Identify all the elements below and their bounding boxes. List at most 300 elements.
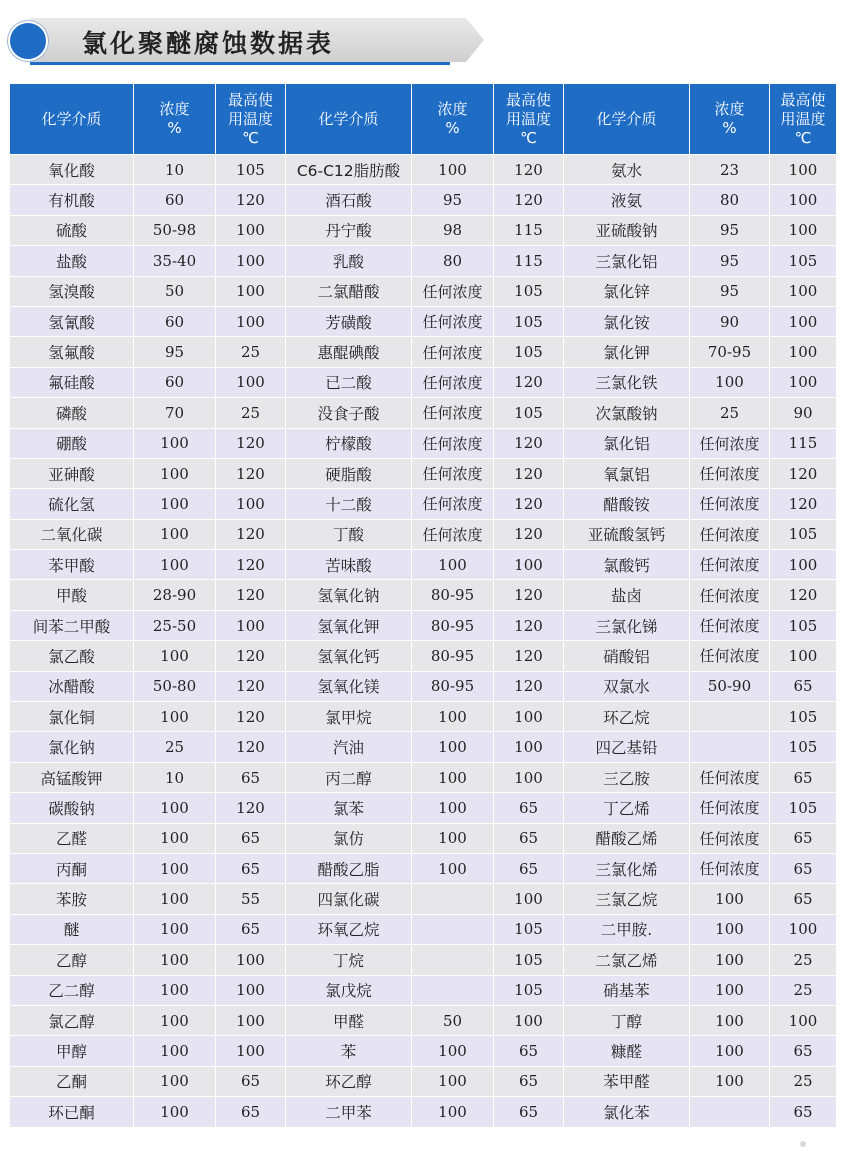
medium-cell: 氯戊烷 [286, 975, 412, 1005]
concentration-cell: 任何浓度 [690, 823, 770, 853]
medium-cell: 硫化氢 [10, 489, 134, 519]
medium-cell: 环乙醇 [286, 1066, 412, 1096]
medium-cell: 冰醋酸 [10, 671, 134, 701]
medium-cell: 醚 [10, 914, 134, 944]
medium-cell: 苯 [286, 1036, 412, 1066]
max-temp-cell: 120 [494, 458, 564, 488]
medium-cell: 氢氧化钾 [286, 610, 412, 640]
max-temp-cell: 100 [494, 732, 564, 762]
max-temp-cell: 105 [494, 945, 564, 975]
concentration-cell: 任何浓度 [690, 550, 770, 580]
table-row [10, 702, 837, 732]
medium-cell: 氯苯 [286, 793, 412, 823]
medium-cell: 苯甲酸 [10, 550, 134, 580]
max-temp-cell: 120 [216, 641, 286, 671]
medium-cell: 氯乙醇 [10, 1005, 134, 1035]
max-temp-cell: 120 [494, 428, 564, 458]
max-temp-cell: 120 [216, 428, 286, 458]
table-row [10, 580, 837, 610]
concentration-cell: 95 [690, 215, 770, 245]
max-temp-cell: 65 [770, 1097, 837, 1127]
medium-cell: 硝酸铝 [564, 641, 690, 671]
concentration-cell: 100 [134, 1066, 216, 1096]
concentration-cell: 98 [412, 215, 494, 245]
table-row [10, 1005, 837, 1035]
medium-cell: 醋酸乙脂 [286, 853, 412, 883]
medium-cell: 氯化铵 [564, 306, 690, 336]
max-temp-cell: 120 [216, 671, 286, 701]
table-row [10, 185, 837, 215]
concentration-cell: 100 [412, 1036, 494, 1066]
max-temp-cell: 120 [216, 550, 286, 580]
medium-cell: 环氧乙烷 [286, 914, 412, 944]
concentration-cell: 25 [690, 398, 770, 428]
max-temp-cell: 100 [216, 945, 286, 975]
concentration-cell: 100 [690, 1005, 770, 1035]
medium-cell: 有机酸 [10, 185, 134, 215]
concentration-cell: 任何浓度 [412, 428, 494, 458]
medium-cell: 氢氧化钠 [286, 580, 412, 610]
table-row [10, 884, 837, 914]
medium-cell: 三氯乙烷 [564, 884, 690, 914]
medium-cell: 碳酸钠 [10, 793, 134, 823]
max-temp-cell: 105 [770, 246, 837, 276]
medium-cell: 三乙胺 [564, 762, 690, 792]
max-temp-cell: 100 [770, 641, 837, 671]
table-row [10, 367, 837, 397]
medium-cell: 氯仿 [286, 823, 412, 853]
table-row [10, 732, 837, 762]
concentration-cell: 95 [412, 185, 494, 215]
medium-cell: 氯化苯 [564, 1097, 690, 1127]
table-row [10, 641, 837, 671]
max-temp-cell: 105 [770, 610, 837, 640]
column-header: 最高使 用温度 ℃ [216, 84, 286, 155]
max-temp-cell: 120 [494, 367, 564, 397]
max-temp-cell: 105 [770, 702, 837, 732]
max-temp-cell: 65 [770, 762, 837, 792]
medium-cell: 氯乙酸 [10, 641, 134, 671]
table-row [10, 975, 837, 1005]
max-temp-cell: 65 [770, 823, 837, 853]
concentration-cell [690, 1097, 770, 1127]
max-temp-cell: 120 [494, 580, 564, 610]
medium-cell: 柠檬酸 [286, 428, 412, 458]
concentration-cell: 100 [134, 489, 216, 519]
max-temp-cell: 115 [770, 428, 837, 458]
max-temp-cell: 65 [494, 823, 564, 853]
column-header: 化学介质 [286, 84, 412, 155]
medium-cell: 氢溴酸 [10, 276, 134, 306]
max-temp-cell: 105 [494, 914, 564, 944]
max-temp-cell: 100 [770, 276, 837, 306]
max-temp-cell: 100 [770, 1005, 837, 1035]
concentration-cell: 10 [134, 762, 216, 792]
max-temp-cell: 120 [216, 580, 286, 610]
concentration-cell: 100 [134, 884, 216, 914]
concentration-cell: 100 [134, 550, 216, 580]
max-temp-cell: 65 [216, 823, 286, 853]
concentration-cell: 50-90 [690, 671, 770, 701]
page-title: 氯化聚醚腐蚀数据表 [82, 29, 335, 58]
medium-cell: 磷酸 [10, 398, 134, 428]
medium-cell: 丁酸 [286, 519, 412, 549]
medium-cell: 糠醛 [564, 1036, 690, 1066]
medium-cell: 硝基苯 [564, 975, 690, 1005]
medium-cell: 乙醛 [10, 823, 134, 853]
max-temp-cell: 65 [216, 914, 286, 944]
medium-cell: 氯化钾 [564, 337, 690, 367]
medium-cell: 氯化锌 [564, 276, 690, 306]
concentration-cell [412, 914, 494, 944]
concentration-cell: 任何浓度 [690, 793, 770, 823]
concentration-cell: 60 [134, 306, 216, 336]
max-temp-cell: 120 [494, 185, 564, 215]
medium-cell: 酒石酸 [286, 185, 412, 215]
table-row [10, 246, 837, 276]
max-temp-cell: 120 [216, 732, 286, 762]
column-header: 化学介质 [10, 84, 134, 155]
max-temp-cell: 120 [216, 702, 286, 732]
column-header: 浓度 % [412, 84, 494, 155]
concentration-cell: 10 [134, 155, 216, 185]
medium-cell: 乙醇 [10, 945, 134, 975]
max-temp-cell: 25 [770, 945, 837, 975]
table-row [10, 1097, 837, 1127]
medium-cell: 氯化铝 [564, 428, 690, 458]
medium-cell: 已二酸 [286, 367, 412, 397]
max-temp-cell: 105 [216, 155, 286, 185]
medium-cell: 丁乙烯 [564, 793, 690, 823]
table-row [10, 610, 837, 640]
max-temp-cell: 25 [216, 337, 286, 367]
concentration-cell: 100 [690, 367, 770, 397]
concentration-cell: 100 [134, 823, 216, 853]
title-underline [30, 62, 450, 65]
max-temp-cell: 100 [216, 1036, 286, 1066]
concentration-cell [412, 975, 494, 1005]
medium-cell: 二氧化碳 [10, 519, 134, 549]
max-temp-cell: 120 [770, 458, 837, 488]
concentration-cell: 100 [412, 793, 494, 823]
max-temp-cell: 120 [494, 641, 564, 671]
concentration-cell: 100 [134, 519, 216, 549]
concentration-cell: 任何浓度 [412, 337, 494, 367]
medium-cell: 没食子酸 [286, 398, 412, 428]
medium-cell: 二氯醋酸 [286, 276, 412, 306]
medium-cell: 盐酸 [10, 246, 134, 276]
medium-cell: 三氯化锑 [564, 610, 690, 640]
table-row [10, 215, 837, 245]
concentration-cell: 80-95 [412, 610, 494, 640]
max-temp-cell: 65 [494, 1036, 564, 1066]
max-temp-cell: 120 [494, 610, 564, 640]
concentration-cell: 80 [690, 185, 770, 215]
medium-cell: 氨水 [564, 155, 690, 185]
concentration-cell: 70 [134, 398, 216, 428]
medium-cell: C6-C12脂肪酸 [286, 155, 412, 185]
table-row [10, 489, 837, 519]
medium-cell: 芳磺酸 [286, 306, 412, 336]
medium-cell: 二甲苯 [286, 1097, 412, 1127]
medium-cell: 液氨 [564, 185, 690, 215]
concentration-cell: 100 [690, 914, 770, 944]
concentration-cell: 100 [412, 853, 494, 883]
max-temp-cell: 120 [216, 458, 286, 488]
concentration-cell: 100 [412, 702, 494, 732]
concentration-cell: 50 [412, 1005, 494, 1035]
max-temp-cell: 65 [494, 853, 564, 883]
concentration-cell: 任何浓度 [412, 519, 494, 549]
table-row [10, 306, 837, 336]
table-row [10, 155, 837, 185]
max-temp-cell: 100 [216, 610, 286, 640]
medium-cell: 甲醇 [10, 1036, 134, 1066]
concentration-cell: 100 [134, 914, 216, 944]
max-temp-cell: 100 [494, 762, 564, 792]
concentration-cell: 80-95 [412, 580, 494, 610]
concentration-cell: 100 [134, 1036, 216, 1066]
max-temp-cell: 65 [494, 1097, 564, 1127]
concentration-cell: 50-98 [134, 215, 216, 245]
column-header: 浓度 % [690, 84, 770, 155]
medium-cell: 氢氟酸 [10, 337, 134, 367]
medium-cell: 丙二醇 [286, 762, 412, 792]
concentration-cell: 25-50 [134, 610, 216, 640]
table-row [10, 276, 837, 306]
concentration-cell: 100 [134, 945, 216, 975]
concentration-cell: 100 [412, 823, 494, 853]
max-temp-cell: 100 [770, 185, 837, 215]
concentration-cell [412, 945, 494, 975]
table-row [10, 853, 837, 883]
table-row [10, 671, 837, 701]
concentration-cell: 任何浓度 [412, 367, 494, 397]
medium-cell: 亚砷酸 [10, 458, 134, 488]
max-temp-cell: 65 [770, 1036, 837, 1066]
medium-cell: 乙二醇 [10, 975, 134, 1005]
title-circle-icon [8, 21, 48, 61]
concentration-cell: 任何浓度 [690, 610, 770, 640]
max-temp-cell: 105 [494, 276, 564, 306]
max-temp-cell: 120 [216, 185, 286, 215]
title-bar [8, 16, 486, 66]
concentration-cell: 80-95 [412, 641, 494, 671]
concentration-cell: 任何浓度 [412, 276, 494, 306]
max-temp-cell: 25 [770, 975, 837, 1005]
concentration-cell: 任何浓度 [690, 489, 770, 519]
max-temp-cell: 90 [770, 398, 837, 428]
max-temp-cell: 120 [494, 519, 564, 549]
concentration-cell: 80-95 [412, 671, 494, 701]
concentration-cell: 任何浓度 [690, 762, 770, 792]
concentration-cell: 50-80 [134, 671, 216, 701]
concentration-cell: 100 [412, 1066, 494, 1096]
medium-cell: 四氯化碳 [286, 884, 412, 914]
medium-cell: 汽油 [286, 732, 412, 762]
max-temp-cell: 100 [770, 306, 837, 336]
concentration-cell: 任何浓度 [412, 398, 494, 428]
max-temp-cell: 100 [770, 155, 837, 185]
medium-cell: 氟硅酸 [10, 367, 134, 397]
medium-cell: 苯胺 [10, 884, 134, 914]
concentration-cell: 任何浓度 [412, 306, 494, 336]
medium-cell: 环已酮 [10, 1097, 134, 1127]
max-temp-cell: 100 [494, 550, 564, 580]
medium-cell: 醋酸乙烯 [564, 823, 690, 853]
medium-cell: 四乙基铅 [564, 732, 690, 762]
max-temp-cell: 105 [494, 398, 564, 428]
max-temp-cell: 65 [494, 793, 564, 823]
medium-cell: 亚硫酸氢钙 [564, 519, 690, 549]
concentration-cell: 100 [134, 702, 216, 732]
max-temp-cell: 120 [494, 489, 564, 519]
table-row [10, 519, 837, 549]
max-temp-cell: 105 [494, 337, 564, 367]
page-marker [800, 1141, 806, 1147]
medium-cell: 苯甲醛 [564, 1066, 690, 1096]
medium-cell: 硫酸 [10, 215, 134, 245]
medium-cell: 间苯二甲酸 [10, 610, 134, 640]
max-temp-cell: 120 [494, 155, 564, 185]
max-temp-cell: 100 [494, 702, 564, 732]
concentration-cell: 50 [134, 276, 216, 306]
concentration-cell: 100 [412, 1097, 494, 1127]
table-row [10, 1066, 837, 1096]
max-temp-cell: 120 [494, 671, 564, 701]
max-temp-cell: 105 [494, 975, 564, 1005]
concentration-cell: 任何浓度 [690, 519, 770, 549]
medium-cell: 十二酸 [286, 489, 412, 519]
table-row [10, 914, 837, 944]
table-row [10, 428, 837, 458]
column-header: 最高使 用温度 ℃ [770, 84, 837, 155]
max-temp-cell: 65 [770, 884, 837, 914]
medium-cell: 氢氧化钙 [286, 641, 412, 671]
concentration-cell: 100 [412, 550, 494, 580]
medium-cell: 二甲胺. [564, 914, 690, 944]
medium-cell: 氯化钠 [10, 732, 134, 762]
medium-cell: 丹宁酸 [286, 215, 412, 245]
concentration-cell: 100 [412, 762, 494, 792]
concentration-cell: 100 [134, 458, 216, 488]
medium-cell: 环乙烷 [564, 702, 690, 732]
table-row [10, 337, 837, 367]
table-row [10, 1036, 837, 1066]
table-row [10, 945, 837, 975]
concentration-cell: 100 [690, 1066, 770, 1096]
medium-cell: 亚硫酸钠 [564, 215, 690, 245]
concentration-cell: 60 [134, 367, 216, 397]
table-row [10, 550, 837, 580]
max-temp-cell: 100 [494, 884, 564, 914]
corrosion-data-table [9, 83, 836, 1128]
max-temp-cell: 105 [770, 732, 837, 762]
concentration-cell: 100 [134, 975, 216, 1005]
max-temp-cell: 55 [216, 884, 286, 914]
max-temp-cell: 115 [494, 215, 564, 245]
concentration-cell: 100 [134, 853, 216, 883]
concentration-cell: 60 [134, 185, 216, 215]
medium-cell: 丁烷 [286, 945, 412, 975]
concentration-cell: 100 [690, 1036, 770, 1066]
medium-cell: 惠醌碘酸 [286, 337, 412, 367]
medium-cell: 二氯乙烯 [564, 945, 690, 975]
concentration-cell: 80 [412, 246, 494, 276]
max-temp-cell: 100 [216, 1005, 286, 1035]
max-temp-cell: 105 [770, 793, 837, 823]
medium-cell: 甲醛 [286, 1005, 412, 1035]
max-temp-cell: 100 [770, 215, 837, 245]
concentration-cell: 任何浓度 [412, 458, 494, 488]
max-temp-cell: 65 [216, 1097, 286, 1127]
max-temp-cell: 100 [216, 246, 286, 276]
medium-cell: 丁醇 [564, 1005, 690, 1035]
concentration-cell: 任何浓度 [690, 428, 770, 458]
table-row [10, 793, 837, 823]
concentration-cell [690, 732, 770, 762]
concentration-cell: 95 [690, 276, 770, 306]
medium-cell: 乳酸 [286, 246, 412, 276]
concentration-cell: 任何浓度 [690, 641, 770, 671]
table-row [10, 398, 837, 428]
concentration-cell: 100 [134, 428, 216, 458]
medium-cell: 次氯酸钠 [564, 398, 690, 428]
concentration-cell: 100 [690, 884, 770, 914]
medium-cell: 三氯化铁 [564, 367, 690, 397]
concentration-cell: 任何浓度 [690, 458, 770, 488]
max-temp-cell: 100 [770, 550, 837, 580]
medium-cell: 双氯水 [564, 671, 690, 701]
concentration-cell: 100 [134, 793, 216, 823]
max-temp-cell: 115 [494, 246, 564, 276]
max-temp-cell: 120 [216, 519, 286, 549]
max-temp-cell: 100 [216, 306, 286, 336]
max-temp-cell: 65 [494, 1066, 564, 1096]
table-body [10, 155, 837, 1128]
concentration-cell [412, 884, 494, 914]
max-temp-cell: 25 [216, 398, 286, 428]
medium-cell: 乙酮 [10, 1066, 134, 1096]
medium-cell: 硼酸 [10, 428, 134, 458]
concentration-cell: 25 [134, 732, 216, 762]
concentration-cell: 100 [412, 732, 494, 762]
max-temp-cell: 65 [216, 1066, 286, 1096]
max-temp-cell: 105 [494, 306, 564, 336]
concentration-cell: 100 [134, 641, 216, 671]
medium-cell: 氯甲烷 [286, 702, 412, 732]
concentration-cell [690, 702, 770, 732]
medium-cell: 氯化铜 [10, 702, 134, 732]
table-header-row [10, 84, 837, 155]
table-row [10, 458, 837, 488]
concentration-cell: 任何浓度 [690, 580, 770, 610]
concentration-cell: 90 [690, 306, 770, 336]
concentration-cell: 100 [690, 975, 770, 1005]
medium-cell: 甲酸 [10, 580, 134, 610]
medium-cell: 高锰酸钾 [10, 762, 134, 792]
medium-cell: 氧化酸 [10, 155, 134, 185]
max-temp-cell: 100 [216, 975, 286, 1005]
max-temp-cell: 100 [216, 215, 286, 245]
medium-cell: 氢氰酸 [10, 306, 134, 336]
column-header: 浓度 % [134, 84, 216, 155]
medium-cell: 氧氯铝 [564, 458, 690, 488]
max-temp-cell: 100 [770, 367, 837, 397]
column-header: 化学介质 [564, 84, 690, 155]
medium-cell: 苦味酸 [286, 550, 412, 580]
max-temp-cell: 105 [770, 519, 837, 549]
